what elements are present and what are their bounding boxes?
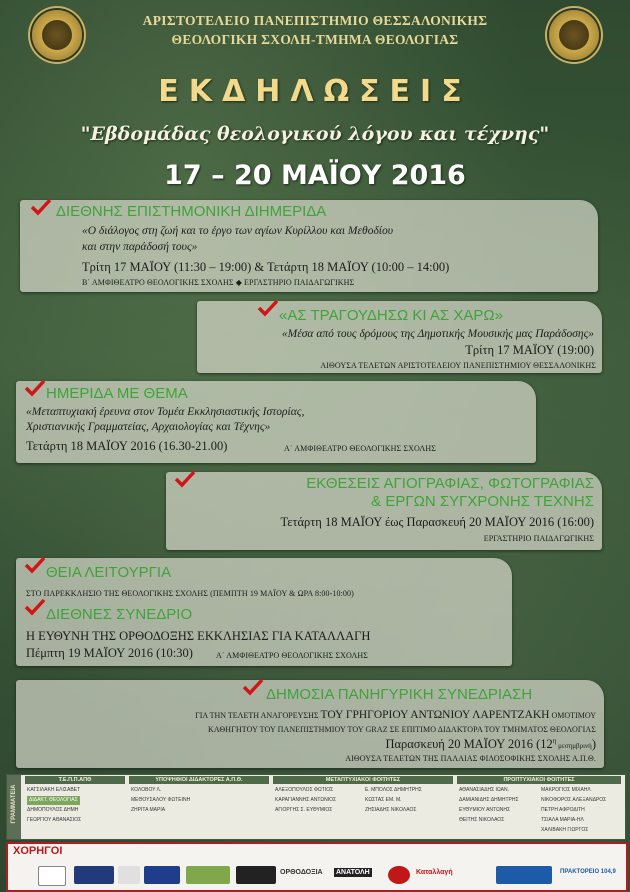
column-header: ΥΠΟΨΗΦΙΟΙ ΔΙΔΑΚΤΟΡΕΣ Α.Π.Θ. bbox=[129, 776, 269, 784]
poster-subtitle: "Εβδομάδας θεολογικού λόγου και τέχνης" bbox=[80, 123, 550, 145]
table-cell: ΜΕΘΟΥΣΑΛΟΥ ΦΩΤΕΙΝΗ bbox=[131, 797, 191, 803]
event-date-main: Παρασκευή 20 ΜΑΪΟΥ 2016 (12 bbox=[385, 737, 553, 752]
table-cell: ΘΕΙΤΗΣ ΝΙΚΟΛΑΟΣ bbox=[459, 817, 505, 823]
event-box-3 bbox=[16, 381, 536, 463]
event-box-4 bbox=[166, 472, 602, 550]
event-heading: ΔΗΜΟΣΙΑ ΠΑΝΗΓΥΡΙΚΗ ΣΥΝΕΔΡΙΑΣΗ bbox=[266, 686, 533, 703]
event-venue: ΑΙΘΟΥΣΑ ΤΕΛΕΤΩΝ ΑΡΙΣΤΟΤΕΛΕΙΟΥ ΠΑΝΕΠΙΣΤΗΜΙΟΥ ΘΕΣΣΑΛΟΝΙΚΗΣ bbox=[320, 361, 596, 370]
event-heading: ΗΜΕΡΙΔΑ ΜΕ ΘΕΜΑ bbox=[46, 385, 188, 402]
checkmark-icon bbox=[24, 598, 46, 616]
sponsor-name: ΟΡΘΟΔΟΞΙΑ bbox=[280, 869, 323, 876]
poster-dates: 17 – 20 ΜΑΪΟΥ 2016 bbox=[164, 160, 466, 191]
event-topic: Η ΕΥΘΥΝΗ ΤΗΣ ΟΡΘΟΔΟΞΗΣ ΕΚΚΛΗΣΙΑΣ ΓΙΑ ΚΑΤΑΛΛΑΓΗ bbox=[26, 629, 371, 643]
event-heading: ΔΙΕΘΝΗΣ ΕΠΙΣΤΗΜΟΝΙΚΗ ΔΙΗΜΕΡΙΔΑ bbox=[56, 203, 327, 220]
table-cell: ΓΕΩΡΓΙΟΥ ΑΘΑΝΑΣΙΟΣ bbox=[27, 817, 82, 823]
event-venue: ΣΤΟ ΠΑΡΕΚΚΛΗΣΙΟ ΤΗΣ ΘΕΟΛΟΓΙΚΗΣ ΣΧΟΛΗΣ (ΠΕΜΠΤΗ 19 ΜΑΪΟΥ & ΩΡΑ 8:00-10:00) bbox=[26, 589, 354, 598]
event-line-1-pre: ΓΙΑ ΤΗΝ ΤΕΛΕΤΗ ΑΝΑΓΟΡΕΥΣΗΣ bbox=[195, 711, 319, 720]
event-heading-2: ΔΙΕΘΝΕΣ ΣΥΝΕΔΡΙΟ bbox=[46, 606, 193, 623]
event-date: Τετάρτη 18 ΜΑΪΟΥ 2016 (16.30-21.00) bbox=[26, 439, 228, 453]
table-cell: ΖΗΣΙΑΔΗΣ ΝΙΚΟΛΑΟΣ bbox=[365, 807, 417, 813]
event-venue: ΑΙΘΟΥΣΑ ΤΕΛΕΤΩΝ ΤΗΣ ΠΑΛΑΙΑΣ ΦΙΛΟΣΟΦΙΚΗΣ ΣΧΟΛΗΣ Α.Π.Θ. bbox=[345, 754, 596, 763]
event-date: Τρίτη 17 ΜΑΪΟΥ (11:30 – 19:00) & Τετάρτη 18 ΜΑΪΟΥ (10:00 – 14:00) bbox=[82, 260, 450, 274]
table-cell: ΧΑΛΙΒΑΚΗ ΓΙΩΡΓΟΣ bbox=[541, 827, 589, 833]
table-cell: ΚΩΣΤΑΣ ΕΜ. Μ. bbox=[365, 797, 402, 803]
column-header: ΠΡΟΠΤΥΧΙΑΚΟΙ ΦΟΙΤΗΤΕΣ bbox=[457, 776, 621, 784]
university-name: ΑΡΙΣΤΟΤΕΛΕΙΟ ΠΑΝΕΠΙΣΤΗΜΙΟ ΘΕΣΣΑΛΟΝΙΚΗΣ bbox=[142, 13, 488, 28]
table-cell: ΔΗΜΟΠΟΥΛΟΣ ΔΗΜΗ bbox=[27, 807, 79, 813]
event-date: Τετάρτη 18 ΜΑΪΟΥ έως Παρασκευή 20 ΜΑΪΟΥ 2016 (16:00) bbox=[280, 515, 594, 529]
table-cell: ΔΙΔΑΚΤ. ΘΕΟΛΟΓΙΑΣ bbox=[29, 797, 78, 803]
event-venue: ΕΡΓΑΣΤΗΡΙΟ ΠΑΙΔΑΓΩΓΙΚΗΣ bbox=[483, 534, 594, 543]
checkmark-icon bbox=[242, 678, 264, 696]
sponsor-logo bbox=[74, 866, 114, 884]
sponsors-label: ΧΟΡΗΓΟΙ bbox=[13, 845, 63, 857]
table-cell: ΚΟΛΟΒΟΥ Λ. bbox=[131, 787, 162, 793]
event-date bbox=[385, 737, 596, 752]
university-seal-right bbox=[549, 10, 599, 60]
event-venue-2: Α΄ ΑΜΦΙΘΕΑΤΡΟ ΘΕΟΛΟΓΙΚΗΣ ΣΧΟΛΗΣ bbox=[216, 651, 369, 660]
table-cell: ΔΑΜΙΑΝΙΔΗΣ ΔΗΜΗΤΡΗΣ bbox=[459, 797, 519, 803]
event-heading: ΘΕΙΑ ΛΕΙΤΟΥΡΓΙΑ bbox=[46, 564, 172, 581]
table-cell: ΠΕΤΡΗ ΑΦΡΟΔΙΤΗ bbox=[541, 807, 585, 813]
column-header: ΜΕΤΑΠΤΥΧΙΑΚΟΙ ΦΟΙΤΗΤΕΣ bbox=[273, 776, 453, 784]
sponsor-logo bbox=[118, 866, 140, 884]
event-heading-cont: & ΕΡΓΩΝ ΣΥΓΧΡΟΝΗΣ ΤΕΧΝΗΣ bbox=[371, 493, 594, 510]
event-box-1 bbox=[20, 200, 598, 292]
sponsor-logo bbox=[144, 866, 180, 884]
event-venue: Β΄ ΑΜΦΙΘΕΑΤΡΟ ΘΕΟΛΟΓΙΚΗΣ ΣΧΟΛΗΣ ◆ ΕΡΓΑΣΤΗΡΙΟ ΠΑΙΔΑΓΩΓΙΚΗΣ bbox=[82, 278, 355, 287]
event-topic: «Μέσα από τους δρόμους της Δημοτικής Μουσικής μας Παράδοσης» bbox=[281, 328, 594, 340]
table-cell: ΑΘΑΝΑΣΙΑΔΗΣ ΙΩΑΝ. bbox=[459, 787, 510, 793]
secretariat-side bbox=[7, 775, 21, 839]
table-cell: ΤΣΙΑΛΑ ΜΑΡΙΑ-ΗΛ bbox=[541, 817, 584, 823]
event-date: Πέμπτη 19 ΜΑΪΟΥ 2016 (10:30) bbox=[26, 646, 193, 660]
event-box-2 bbox=[197, 301, 602, 373]
sponsors-strip bbox=[6, 842, 628, 892]
event-line-1-post: ΟΜΟΤΙΜΟΥ bbox=[551, 711, 596, 720]
table-cell: ΑΓΙΟΡΓΗΣ Σ. ΕΥΘΥΜΙΟΣ bbox=[275, 807, 333, 813]
table-cell: ΜΑΚΡΟΓΙΟΣ ΜΙΧΑΗΛ bbox=[541, 787, 591, 793]
event-box-5 bbox=[16, 558, 512, 666]
sponsor-name: ΑΝΑΤΟΛΗ bbox=[336, 869, 370, 876]
sponsor-logo bbox=[496, 866, 552, 884]
event-date-small: μεσημβρινή bbox=[556, 742, 592, 751]
checkmark-icon bbox=[30, 198, 52, 216]
event-line-2: ΚΑΘΗΓΗΤΟΥ ΤΟΥ ΠΑΝΕΠΙΣΤΗΜΙΟΥ ΤΟΥ GRAZ ΣΕ ΕΠΙΤΙΜΟ ΔΙΔΑΚΤΟΡΑ ΤΟΥ ΤΜΗΜΑΤΟΣ ΘΕΟΛΟΓΙΑΣ bbox=[207, 725, 596, 734]
sponsor-logo bbox=[236, 866, 276, 884]
honoree-name: ΤΟΥ ΓΡΗΓΟΡΙΟΥ ΑΝΤΩΝΙΟΥ ΛΑΡΕΝΤΖΑΚΗ bbox=[320, 709, 550, 721]
sponsor-logo bbox=[38, 866, 66, 886]
table-cell: ΑΛΕΞΟΠΟΥΛΟΣ ΦΩΤΙΟΣ bbox=[275, 787, 334, 793]
checkmark-icon bbox=[257, 299, 279, 317]
event-line-1 bbox=[195, 709, 596, 721]
event-date-end: ) bbox=[591, 737, 596, 752]
school-name: ΘΕΟΛΟΓΙΚΗ ΣΧΟΛΗ-ΤΜΗΜΑ ΘΕΟΛΟΓΙΑΣ bbox=[171, 32, 459, 47]
event-topic-cont: και στην παράδοσή τους» bbox=[82, 241, 198, 253]
event-topic: «Ο διάλογος στη ζωή και το έργο των αγίων Κυρίλλου και Μεθοδίου bbox=[82, 225, 394, 237]
sponsor-name: ΠΡΑΚΤΟΡΕΙΟ 104,9 bbox=[560, 869, 616, 875]
table-cell: ΝΙΚΟΦΟΡΟΣ ΑΛΕΞΑΝΔΡΟΣ bbox=[541, 797, 607, 803]
table-cell: ΚΑΤΣΙΛΑΚΗ ΕΛΙΣΑΒΕΤ bbox=[27, 787, 81, 793]
table-cell: ΚΑΡΑΓΙΑΝΝΗΣ ΑΝΤΩΝΙΟΣ bbox=[275, 797, 337, 803]
secretariat-table bbox=[6, 774, 626, 840]
event-topic-cont: Χριστιανικής Γραμματείας, Αρχαιολογίας και Τέχνης» bbox=[26, 421, 271, 433]
event-heading: ΕΚΘΕΣΕΙΣ ΑΓΙΟΓΡΑΦΙΑΣ, ΦΩΤΟΓΡΑΦΙΑΣ bbox=[306, 475, 594, 492]
checkmark-icon bbox=[24, 379, 46, 397]
event-date: Τρίτη 17 ΜΑΪΟΥ (19:00) bbox=[465, 343, 594, 357]
sponsor-logo bbox=[186, 866, 230, 884]
table-cell: ΖΗΡΙΤΑ ΜΑΡΙΑ bbox=[131, 807, 166, 813]
secretariat-side-label: ΓΡΑΜΜΑΤΕΙΑ bbox=[11, 784, 17, 824]
event-topic: «Μεταπτυχιακή έρευνα στον Τομέα Εκκλησιαστικής Ιστορίας, bbox=[26, 406, 305, 418]
table-cell: Ε. ΜΠΟΛΟΣ ΔΗΜΗΤΡΗΣ bbox=[365, 787, 422, 793]
column-header: Τ.Ε.Π.Π.ΑΠΘ bbox=[25, 776, 125, 784]
checkmark-icon bbox=[174, 470, 196, 488]
event-date-sup: η bbox=[552, 737, 557, 745]
table-cell: ΕΥΘΥΜΙΟΥ ΑΝΤΩΝΗΣ bbox=[459, 807, 511, 813]
event-venue: Α΄ ΑΜΦΙΘΕΑΤΡΟ ΘΕΟΛΟΓΙΚΗΣ ΣΧΟΛΗΣ bbox=[284, 444, 437, 453]
event-box-6 bbox=[16, 680, 604, 768]
poster-title: ΕΚΔΗΛΩΣΕΙΣ bbox=[158, 74, 472, 109]
sponsor-name: Καταλλαγή bbox=[416, 869, 453, 876]
sponsor-logo bbox=[388, 866, 410, 884]
university-seal-left bbox=[32, 10, 82, 60]
event-heading: «ΑΣ ΤΡΑΓΟΥΔΗΣΩ ΚΙ ΑΣ ΧΑΡΩ» bbox=[279, 307, 503, 324]
checkmark-icon bbox=[24, 556, 46, 574]
